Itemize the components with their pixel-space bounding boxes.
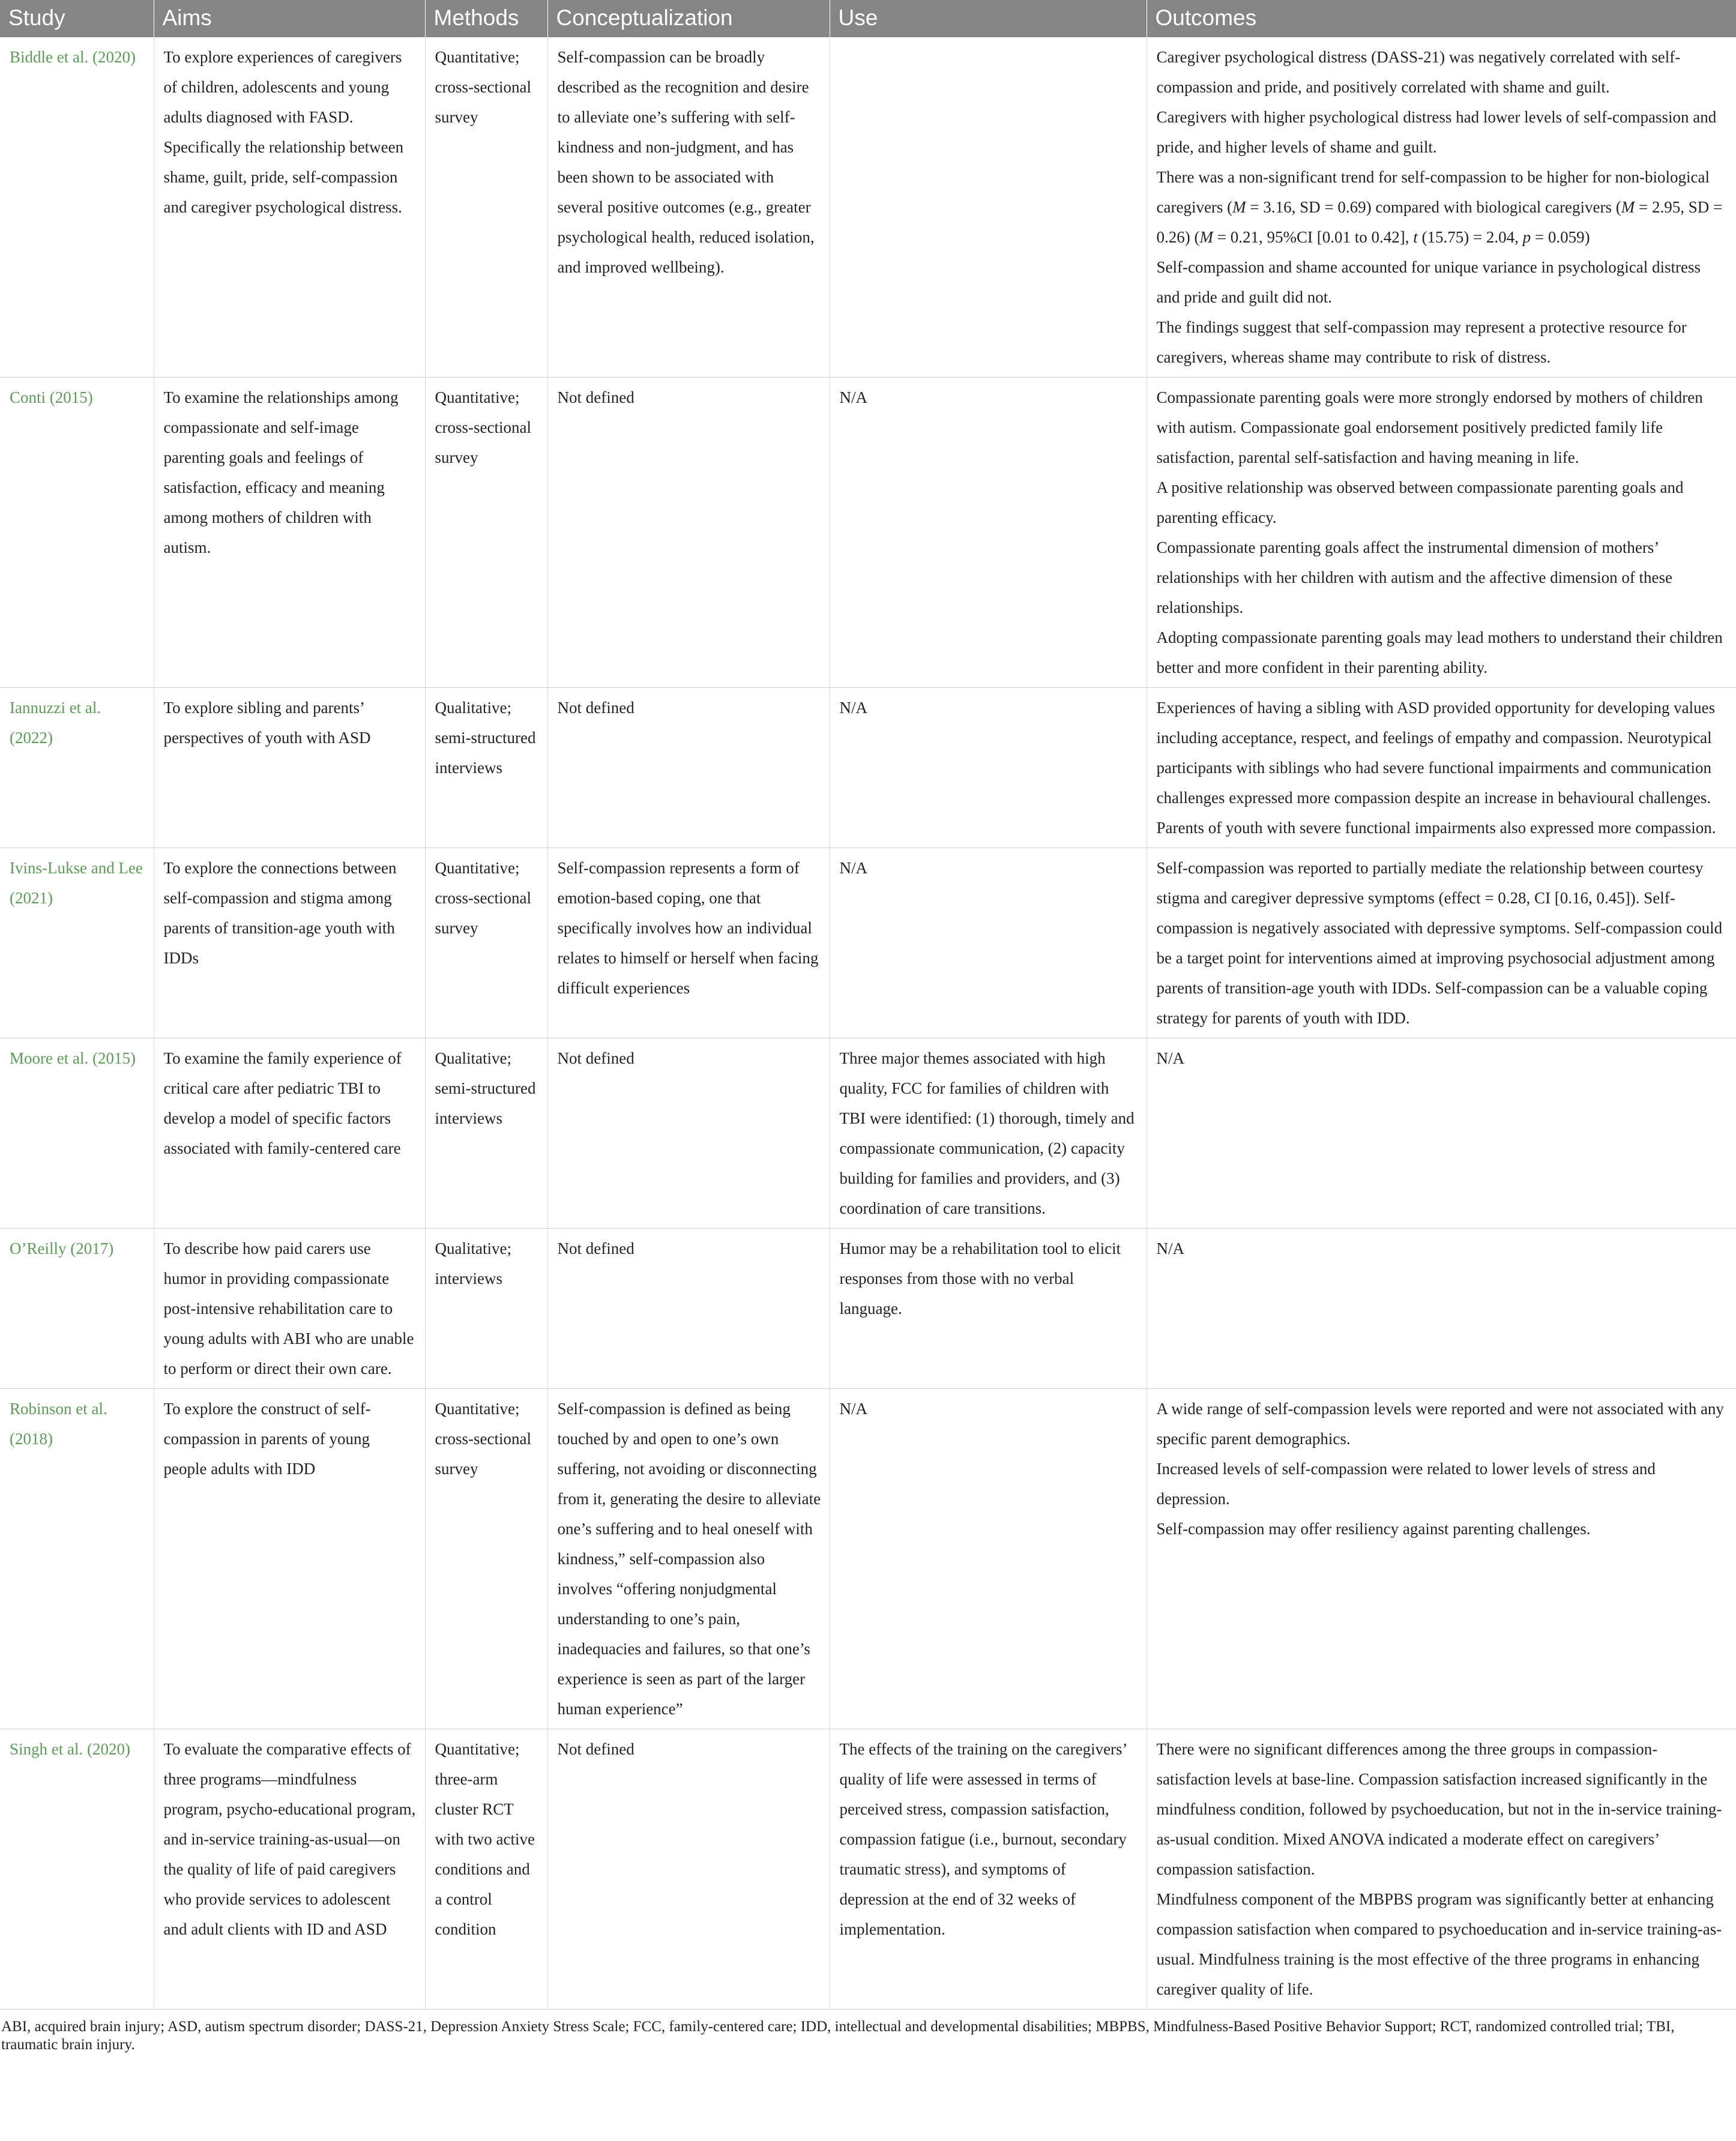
study-cell[interactable]: Singh et al. (2020)	[0, 1729, 154, 2010]
table-row	[0, 688, 1736, 848]
table-row	[0, 1729, 1736, 2010]
table-row	[0, 1229, 1736, 1389]
conceptualization-cell: Not defined	[547, 1229, 830, 1389]
conceptualization-cell: Not defined	[547, 378, 830, 688]
outcomes-cell	[1147, 1389, 1736, 1729]
use-cell: N/A	[830, 688, 1147, 848]
outcome-paragraph: The findings suggest that self-compassion may represent a protective resource for caregivers, whereas shame may contribute to risk of distress.	[1156, 318, 1687, 366]
methods-cell: Qualitative; interviews	[425, 1229, 547, 1389]
outcome-paragraph: Experiences of having a sibling with ASD provided opportunity for developing values including acceptance, respect, and feelings of empathy and compassion. Neurotypical participants with siblings who had severe functional impairments and communication challenges expressed more compassion despite an increase in behavioural challenges. Parents of youth with severe functional impairments also expressed more compassion.	[1156, 699, 1716, 837]
use-cell: N/A	[830, 1389, 1147, 1729]
aims-cell: To describe how paid carers use humor in providing compassionate post-intensive rehabilitation care to young adults with ABI who are unable to perform or direct their own care.	[154, 1229, 425, 1389]
outcome-paragraph: N/A	[1156, 1239, 1184, 1257]
study-cell[interactable]: Biddle et al. (2020)	[0, 37, 154, 378]
header-study: Study	[0, 0, 154, 37]
methods-cell: Quantitative; three-arm cluster RCT with two active conditions and a control condition	[425, 1729, 547, 2010]
outcome-paragraph: There was a non-significant trend for self-compassion to be higher for non-biological caregivers (M = 3.16, SD = 0.69) compared with biological caregivers (M = 2.95, SD = 0.26) (M = 0.21, 95%CI [0.01 to 0.42], t (15.75) = 2.04, p = 0.059)	[1156, 168, 1723, 246]
aims-cell: To evaluate the comparative effects of three programs—mindfulness program, psycho-educational program, and in-service training-as-usual—on the quality of life of paid caregivers who provide services to adolescent and adult clients with ID and ASD	[154, 1729, 425, 2010]
aims-cell: To explore the connections between self-compassion and stigma among parents of transition-age youth with IDDs	[154, 848, 425, 1038]
outcome-paragraph: A positive relationship was observed between compassionate parenting goals and parenting efficacy.	[1156, 478, 1684, 526]
use-cell	[830, 37, 1147, 378]
study-cell[interactable]: Moore et al. (2015)	[0, 1038, 154, 1229]
outcome-paragraph: Compassionate parenting goals affect the instrumental dimension of mothers’ relationships with her children with autism and the affective dimension of these relationships.	[1156, 538, 1673, 616]
aims-cell: To examine the relationships among compassionate and self-image parenting goals and feelings of satisfaction, efficacy and meaning among mothers of children with autism.	[154, 378, 425, 688]
conceptualization-cell: Not defined	[547, 1729, 830, 2010]
methods-cell: Qualitative; semi-structured interviews	[425, 688, 547, 848]
table-row	[0, 1389, 1736, 1729]
outcomes-cell	[1147, 848, 1736, 1038]
outcome-paragraph: A wide range of self-compassion levels were reported and were not associated with any specific parent demographics.	[1156, 1400, 1724, 1448]
outcome-paragraph: Compassionate parenting goals were more strongly endorsed by mothers of children with autism. Compassionate goal endorsement positively predicted family life satisfaction, parental self-satisfaction and having meaning in life.	[1156, 388, 1703, 466]
table-footnote: ABI, acquired brain injury; ASD, autism spectrum disorder; DASS-21, Depression Anxiety Stress Scale; FCC, family-centered care; IDD, intellectual and developmental disabilities; MBPBS, Mindfulness-Based Positive Behavior Support; RCT, randomized controlled trial; TBI, traumatic brain injury.	[1, 2019, 1675, 2053]
table-row	[0, 848, 1736, 1038]
study-cell[interactable]: Conti (2015)	[0, 378, 154, 688]
outcome-paragraph: Self-compassion and shame accounted for unique variance in psychological distress and pride and guilt did not.	[1156, 258, 1701, 306]
header-aims: Aims	[154, 0, 425, 37]
table-row	[0, 1038, 1736, 1229]
aims-cell: To examine the family experience of critical care after pediatric TBI to develop a model of specific factors associated with family-centered care	[154, 1038, 425, 1229]
use-cell: The effects of the training on the caregivers’ quality of life were assessed in terms of perceived stress, compassion satisfaction, compassion fatigue (i.e., burnout, secondary traumatic stress), and symptoms of depression at the end of 32 weeks of implementation.	[830, 1729, 1147, 2010]
aims-cell: To explore experiences of caregivers of children, adolescents and young adults diagnosed with FASD. Specifically the relationship between shame, guilt, pride, self-compassion and caregiver psychological distress.	[154, 37, 425, 378]
header-methods: Methods	[425, 0, 547, 37]
outcome-paragraph: Self-compassion was reported to partially mediate the relationship between courtesy stigma and caregiver depressive symptoms (effect = 0.28, CI [0.16, 0.45]). Self-compassion is negatively associated with depressive symptoms. Self-compassion could be a target point for interventions aimed at improving psychosocial adjustment among parents of transition-age youth with IDDs. Self-compassion can be a valuable coping strategy for parents of youth with IDD.	[1156, 859, 1723, 1027]
outcome-paragraph: Caregiver psychological distress (DASS-21) was negatively correlated with self-compassion and pride, and positively correlated with shame and guilt.	[1156, 48, 1681, 96]
methods-cell: Quantitative; cross-sectional survey	[425, 37, 547, 378]
outcomes-cell	[1147, 688, 1736, 848]
header-conceptualization: Conceptualization	[547, 0, 830, 37]
header-outcomes: Outcomes	[1147, 0, 1736, 37]
table-row	[0, 378, 1736, 688]
outcome-paragraph: There were no significant differences among the three groups in compassion-satisfaction levels at base-line. Compassion satisfaction increased significantly in the mindfulness condition, followed by psychoeducation, but not in the in-service training-as-usual condition. Mixed ANOVA indicated a moderate effect on caregivers’ compassion satisfaction.	[1156, 1740, 1722, 1878]
table-row	[0, 37, 1736, 378]
conceptualization-cell: Self-compassion can be broadly described as the recognition and desire to alleviate one’s suffering with self-kindness and non-judgment, and has been shown to be associated with several positive outcomes (e.g., greater psychological health, reduced isolation, and improved wellbeing).	[547, 37, 830, 378]
conceptualization-cell: Self-compassion represents a form of emotion-based coping, one that specifically involves how an individual relates to himself or herself when facing difficult experiences	[547, 848, 830, 1038]
conceptualization-cell: Self-compassion is defined as being touched by and open to one’s own suffering, not avoiding or disconnecting from it, generating the desire to alleviate one’s suffering and to heal oneself with kindness,” self-compassion also involves “offering nonjudgmental understanding to one’s pain, inadequacies and failures, so that one’s experience is seen as part of the larger human experience”	[547, 1389, 830, 1729]
outcome-paragraph: Adopting compassionate parenting goals may lead mothers to understand their children better and more confident in their parenting ability.	[1156, 628, 1723, 676]
outcome-paragraph: Self-compassion may offer resiliency against parenting challenges.	[1156, 1520, 1591, 1538]
methods-cell: Quantitative; cross-sectional survey	[425, 378, 547, 688]
use-cell: Three major themes associated with high quality, FCC for families of children with TBI were identified: (1) thorough, timely and compassionate communication, (2) capacity building for families and providers, and (3) coordination of care transitions.	[830, 1038, 1147, 1229]
use-cell: Humor may be a rehabilitation tool to elicit responses from those with no verbal language.	[830, 1229, 1147, 1389]
study-cell[interactable]: O’Reilly (2017)	[0, 1229, 154, 1389]
outcomes-cell	[1147, 1038, 1736, 1229]
outcome-paragraph: N/A	[1156, 1049, 1184, 1067]
outcome-paragraph: Caregivers with higher psychological distress had lower levels of self-compassion and pride, and higher levels of shame and guilt.	[1156, 108, 1717, 156]
conceptualization-cell: Not defined	[547, 1038, 830, 1229]
outcomes-cell	[1147, 1229, 1736, 1389]
methods-cell: Qualitative; semi-structured interviews	[425, 1038, 547, 1229]
study-cell[interactable]: Robinson et al. (2018)	[0, 1389, 154, 1729]
table-header-row	[0, 0, 1736, 37]
conceptualization-cell: Not defined	[547, 688, 830, 848]
study-cell[interactable]: Iannuzzi et al. (2022)	[0, 688, 154, 848]
aims-cell: To explore the construct of self-compassion in parents of young people adults with IDD	[154, 1389, 425, 1729]
header-use: Use	[830, 0, 1147, 37]
study-cell[interactable]: Ivins-Lukse and Lee (2021)	[0, 848, 154, 1038]
outcomes-cell	[1147, 37, 1736, 378]
methods-cell: Quantitative; cross-sectional survey	[425, 1389, 547, 1729]
table-body	[0, 37, 1736, 2010]
outcome-paragraph: Increased levels of self-compassion were related to lower levels of stress and depression.	[1156, 1460, 1656, 1508]
use-cell: N/A	[830, 848, 1147, 1038]
aims-cell: To explore sibling and parents’ perspectives of youth with ASD	[154, 688, 425, 848]
outcomes-cell	[1147, 1729, 1736, 2010]
use-cell: N/A	[830, 378, 1147, 688]
outcomes-cell	[1147, 378, 1736, 688]
methods-cell: Quantitative; cross-sectional survey	[425, 848, 547, 1038]
outcome-paragraph: Mindfulness component of the MBPBS program was significantly better at enhancing compassion satisfaction when compared to psychoeducation and in-service training-as-usual. Mindfulness training is the most effective of the three programs in enhancing caregiver quality of life.	[1156, 1890, 1722, 1998]
